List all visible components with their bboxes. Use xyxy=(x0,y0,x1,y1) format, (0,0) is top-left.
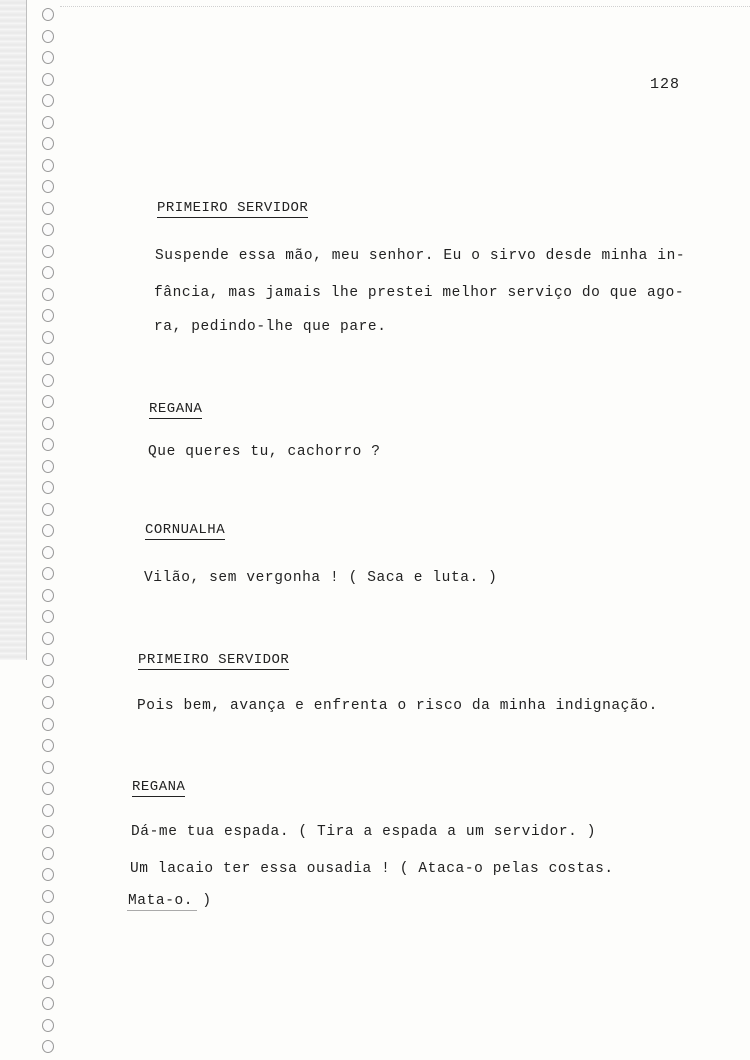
top-rule xyxy=(60,6,750,7)
punch-hole xyxy=(42,245,54,258)
pen-mark xyxy=(127,910,197,911)
punch-hole xyxy=(42,202,54,215)
punch-hole xyxy=(42,159,54,172)
punch-hole xyxy=(42,309,54,322)
punch-hole xyxy=(42,696,54,709)
punch-hole xyxy=(42,632,54,645)
speaker-name: REGANA xyxy=(149,401,203,417)
dialogue-line: Um lacaio ter essa ousadia ! ( Ataca-o pelas costas. xyxy=(130,861,614,877)
punch-hole xyxy=(42,933,54,946)
punch-hole xyxy=(42,567,54,580)
punch-hole xyxy=(42,374,54,387)
dialogue-line: Que queres tu, cachorro ? xyxy=(148,444,381,460)
punch-hole xyxy=(42,675,54,688)
dialogue-line: Pois bem, avança e enfrenta o risco da minha indignação. xyxy=(137,698,658,714)
punch-hole xyxy=(42,589,54,602)
punch-hole xyxy=(42,288,54,301)
punch-hole xyxy=(42,825,54,838)
dialogue-line: Mata-o. ) xyxy=(128,893,212,909)
punch-hole xyxy=(42,782,54,795)
dialogue-line: ra, pedindo-lhe que pare. xyxy=(154,319,387,335)
punch-hole xyxy=(42,546,54,559)
speaker-name: REGANA xyxy=(132,779,186,795)
punch-holes xyxy=(42,0,62,1060)
dialogue-line: Dá-me tua espada. ( Tira a espada a um servidor. ) xyxy=(131,824,597,840)
punch-hole xyxy=(42,116,54,129)
punch-hole xyxy=(42,718,54,731)
punch-hole xyxy=(42,976,54,989)
punch-hole xyxy=(42,739,54,752)
punch-hole xyxy=(42,1040,54,1053)
punch-hole xyxy=(42,417,54,430)
dialogue-line: Suspende essa mão, meu senhor. Eu o sirvo desde minha in- xyxy=(155,248,686,264)
speaker-name: PRIMEIRO SERVIDOR xyxy=(138,652,290,668)
punch-hole xyxy=(42,352,54,365)
speaker-name: CORNUALHA xyxy=(145,522,226,538)
punch-hole xyxy=(42,331,54,344)
punch-hole xyxy=(42,266,54,279)
dialogue-line: fância, mas jamais lhe prestei melhor serviço do que ago- xyxy=(154,285,685,301)
binding-strip xyxy=(0,0,27,660)
punch-hole xyxy=(42,94,54,107)
punch-hole xyxy=(42,503,54,516)
punch-hole xyxy=(42,180,54,193)
punch-hole xyxy=(42,890,54,903)
punch-hole xyxy=(42,524,54,537)
punch-hole xyxy=(42,804,54,817)
punch-hole xyxy=(42,1019,54,1032)
punch-hole xyxy=(42,51,54,64)
punch-hole xyxy=(42,610,54,623)
punch-hole xyxy=(42,438,54,451)
page-number: 128 xyxy=(650,76,681,93)
punch-hole xyxy=(42,137,54,150)
punch-hole xyxy=(42,30,54,43)
punch-hole xyxy=(42,954,54,967)
punch-hole xyxy=(42,481,54,494)
punch-hole xyxy=(42,395,54,408)
punch-hole xyxy=(42,761,54,774)
punch-hole xyxy=(42,911,54,924)
punch-hole xyxy=(42,223,54,236)
punch-hole xyxy=(42,847,54,860)
punch-hole xyxy=(42,868,54,881)
punch-hole xyxy=(42,8,54,21)
punch-hole xyxy=(42,997,54,1010)
punch-hole xyxy=(42,653,54,666)
punch-hole xyxy=(42,460,54,473)
dialogue-line: Vilão, sem vergonha ! ( Saca e luta. ) xyxy=(144,570,498,586)
speaker-name: PRIMEIRO SERVIDOR xyxy=(157,200,309,216)
punch-hole xyxy=(42,73,54,86)
